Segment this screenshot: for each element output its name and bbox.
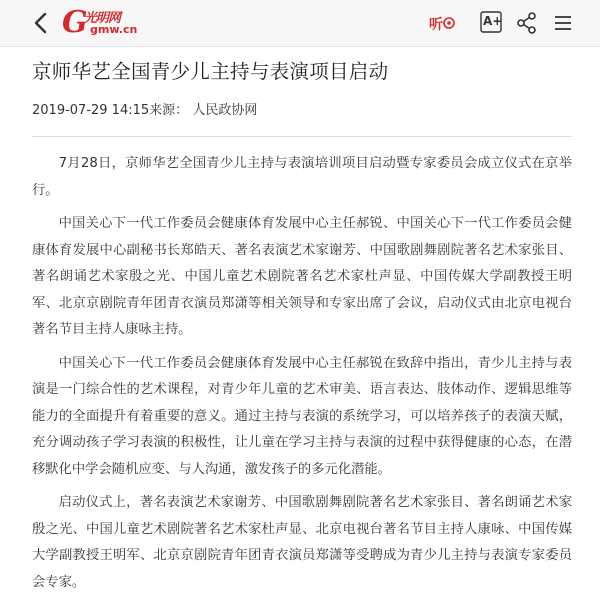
listen-label: 听 <box>429 17 443 33</box>
divider <box>32 136 572 137</box>
source-label: 来源： <box>149 103 189 118</box>
logo-text-cn: 光明网 <box>84 11 121 26</box>
article-title: 京师华艺全国青少儿主持与表演项目启动 <box>32 60 389 83</box>
listen-icon <box>443 16 455 30</box>
paragraph: 中国关心下一代工作委员会健康体育发展中心主任郝锐、中国关心下一代工作委员会健康体育发展中心副秘书长郑皓天、著名表演艺术家谢芳、中国歌剧舞剧院著名艺术家张目、著名朗诵艺术家殷之光、中国儿童艺术剧院著名艺术家杜声显、中国传媒大学副教授王明军、北京京剧院青年团青衣演员郑潇等相关领导和专家出席了会议，启动仪式由北京电视台著名节目主持人康咏主持。 <box>32 216 572 337</box>
menu-icon[interactable] <box>548 8 578 38</box>
publish-date: 2019-07-29 14:15 <box>32 103 150 118</box>
paragraph: 启动仪式上，著名表演艺术家谢芳、中国歌剧舞剧院著名艺术家张目、著名朗诵艺术家殷之光、中国儿童艺术剧院著名艺术家杜声显、北京电视台著名节目主持人康咏、中国传媒大学副教授王明军、北京京剧院青年团青衣演员郑潇等受聘成为青少儿主持与表演专家委员会专家。 <box>32 495 572 590</box>
top-navigation-bar <box>0 0 600 47</box>
logo-text-en: gmw.cn <box>90 23 138 36</box>
share-icon[interactable] <box>512 8 542 38</box>
font-size-label: A+ <box>483 14 503 28</box>
source-name[interactable]: 人民政协网 <box>192 103 258 118</box>
listen-button[interactable] <box>426 8 456 38</box>
gmw-logo[interactable] <box>62 6 144 40</box>
back-arrow-icon[interactable] <box>30 11 52 35</box>
article-container <box>32 46 572 603</box>
article-meta <box>32 101 572 121</box>
logo-letter: G <box>62 5 88 40</box>
article-body <box>32 151 572 596</box>
paragraph: 中国关心下一代工作委员会健康体育发展中心主任郝锐在致辞中指出，青少儿主持与表演是一门综合性的艺术课程，对青少年儿童的艺术审美、语言表达、肢体动作、逻辑思维等能力的全面提升有着重要的意义。通过主持与表演的系统学习，可以培养孩子的表演天赋，充分调动孩子学习表演的积极性，让儿童在学习主持与表演的过程中获得健康的心态，在潜移默化中学会随机应变、与人沟通，激发孩子的多元化潜能。 <box>32 355 572 477</box>
font-size-button[interactable] <box>476 8 506 38</box>
paragraph: 7月28日，京师华艺全国青少儿主持与表演培训项目启动暨专家委员会成立仪式在京举行。 <box>32 156 572 198</box>
